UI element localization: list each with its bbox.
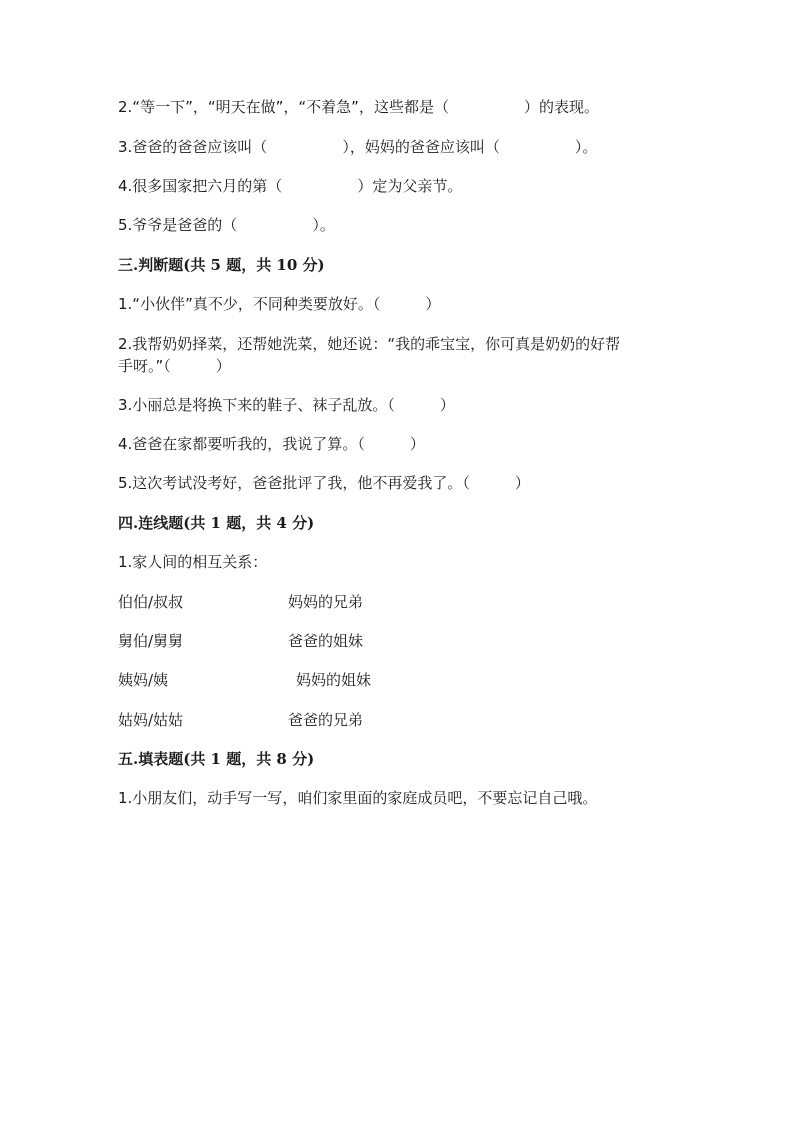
judgement-question-4: 4.爸爸在家都要听我的，我说了算。（ ） <box>118 435 425 453</box>
judgement-question-2-line-1: 2.我帮奶奶择菜，还帮她洗菜，她还说：“我的乖宝宝，你可真是奶奶的好帮 <box>118 335 621 353</box>
section-heading-matching: 四.连线题(共 1 题，共 4 分) <box>118 514 315 532</box>
matching-left-item: 舅伯/舅舅 <box>118 632 184 650</box>
judgement-question-1: 1.“小伙伴”真不少，不同种类要放好。（ ） <box>118 295 441 313</box>
matching-right-item: 爸爸的姐妹 <box>288 632 364 650</box>
judgement-question-2-line-2: 手呀。”（ ） <box>118 357 231 375</box>
section-heading-table: 五.填表题(共 1 题，共 8 分) <box>118 750 315 768</box>
fill-blank-question-3: 3.爸爸的爸爸应该叫（ ），妈妈的爸爸应该叫（ ）。 <box>118 138 598 156</box>
fill-blank-question-2: 2.“等一下”，“明天在做”，“不着急”，这些都是（ ）的表现。 <box>118 98 599 116</box>
fill-blank-question-4: 4.很多国家把六月的第（ ）定为父亲节。 <box>118 177 463 195</box>
matching-left-item: 姑妈/姑姑 <box>118 711 184 729</box>
judgement-question-5: 5.这次考试没考好，爸爸批评了我，他不再爱我了。（ ） <box>118 474 530 492</box>
matching-right-item: 爸爸的兄弟 <box>288 711 364 729</box>
matching-right-item: 妈妈的兄弟 <box>288 593 364 611</box>
matching-left-item: 姨妈/姨 <box>118 671 169 689</box>
matching-right-item: 妈妈的姐妹 <box>296 671 372 689</box>
matching-left-item: 伯伯/叔叔 <box>118 593 184 611</box>
section-heading-judgement: 三.判断题(共 5 题，共 10 分) <box>118 256 325 274</box>
matching-question-1: 1.家人间的相互关系： <box>118 553 268 571</box>
table-question-1: 1.小朋友们，动手写一写，咱们家里面的家庭成员吧，不要忘记自己哦。 <box>118 789 598 807</box>
fill-blank-question-5: 5.爷爷是爸爸的（ ）。 <box>118 216 335 234</box>
judgement-question-3: 3.小丽总是将换下来的鞋子、袜子乱放。（ ） <box>118 396 455 414</box>
